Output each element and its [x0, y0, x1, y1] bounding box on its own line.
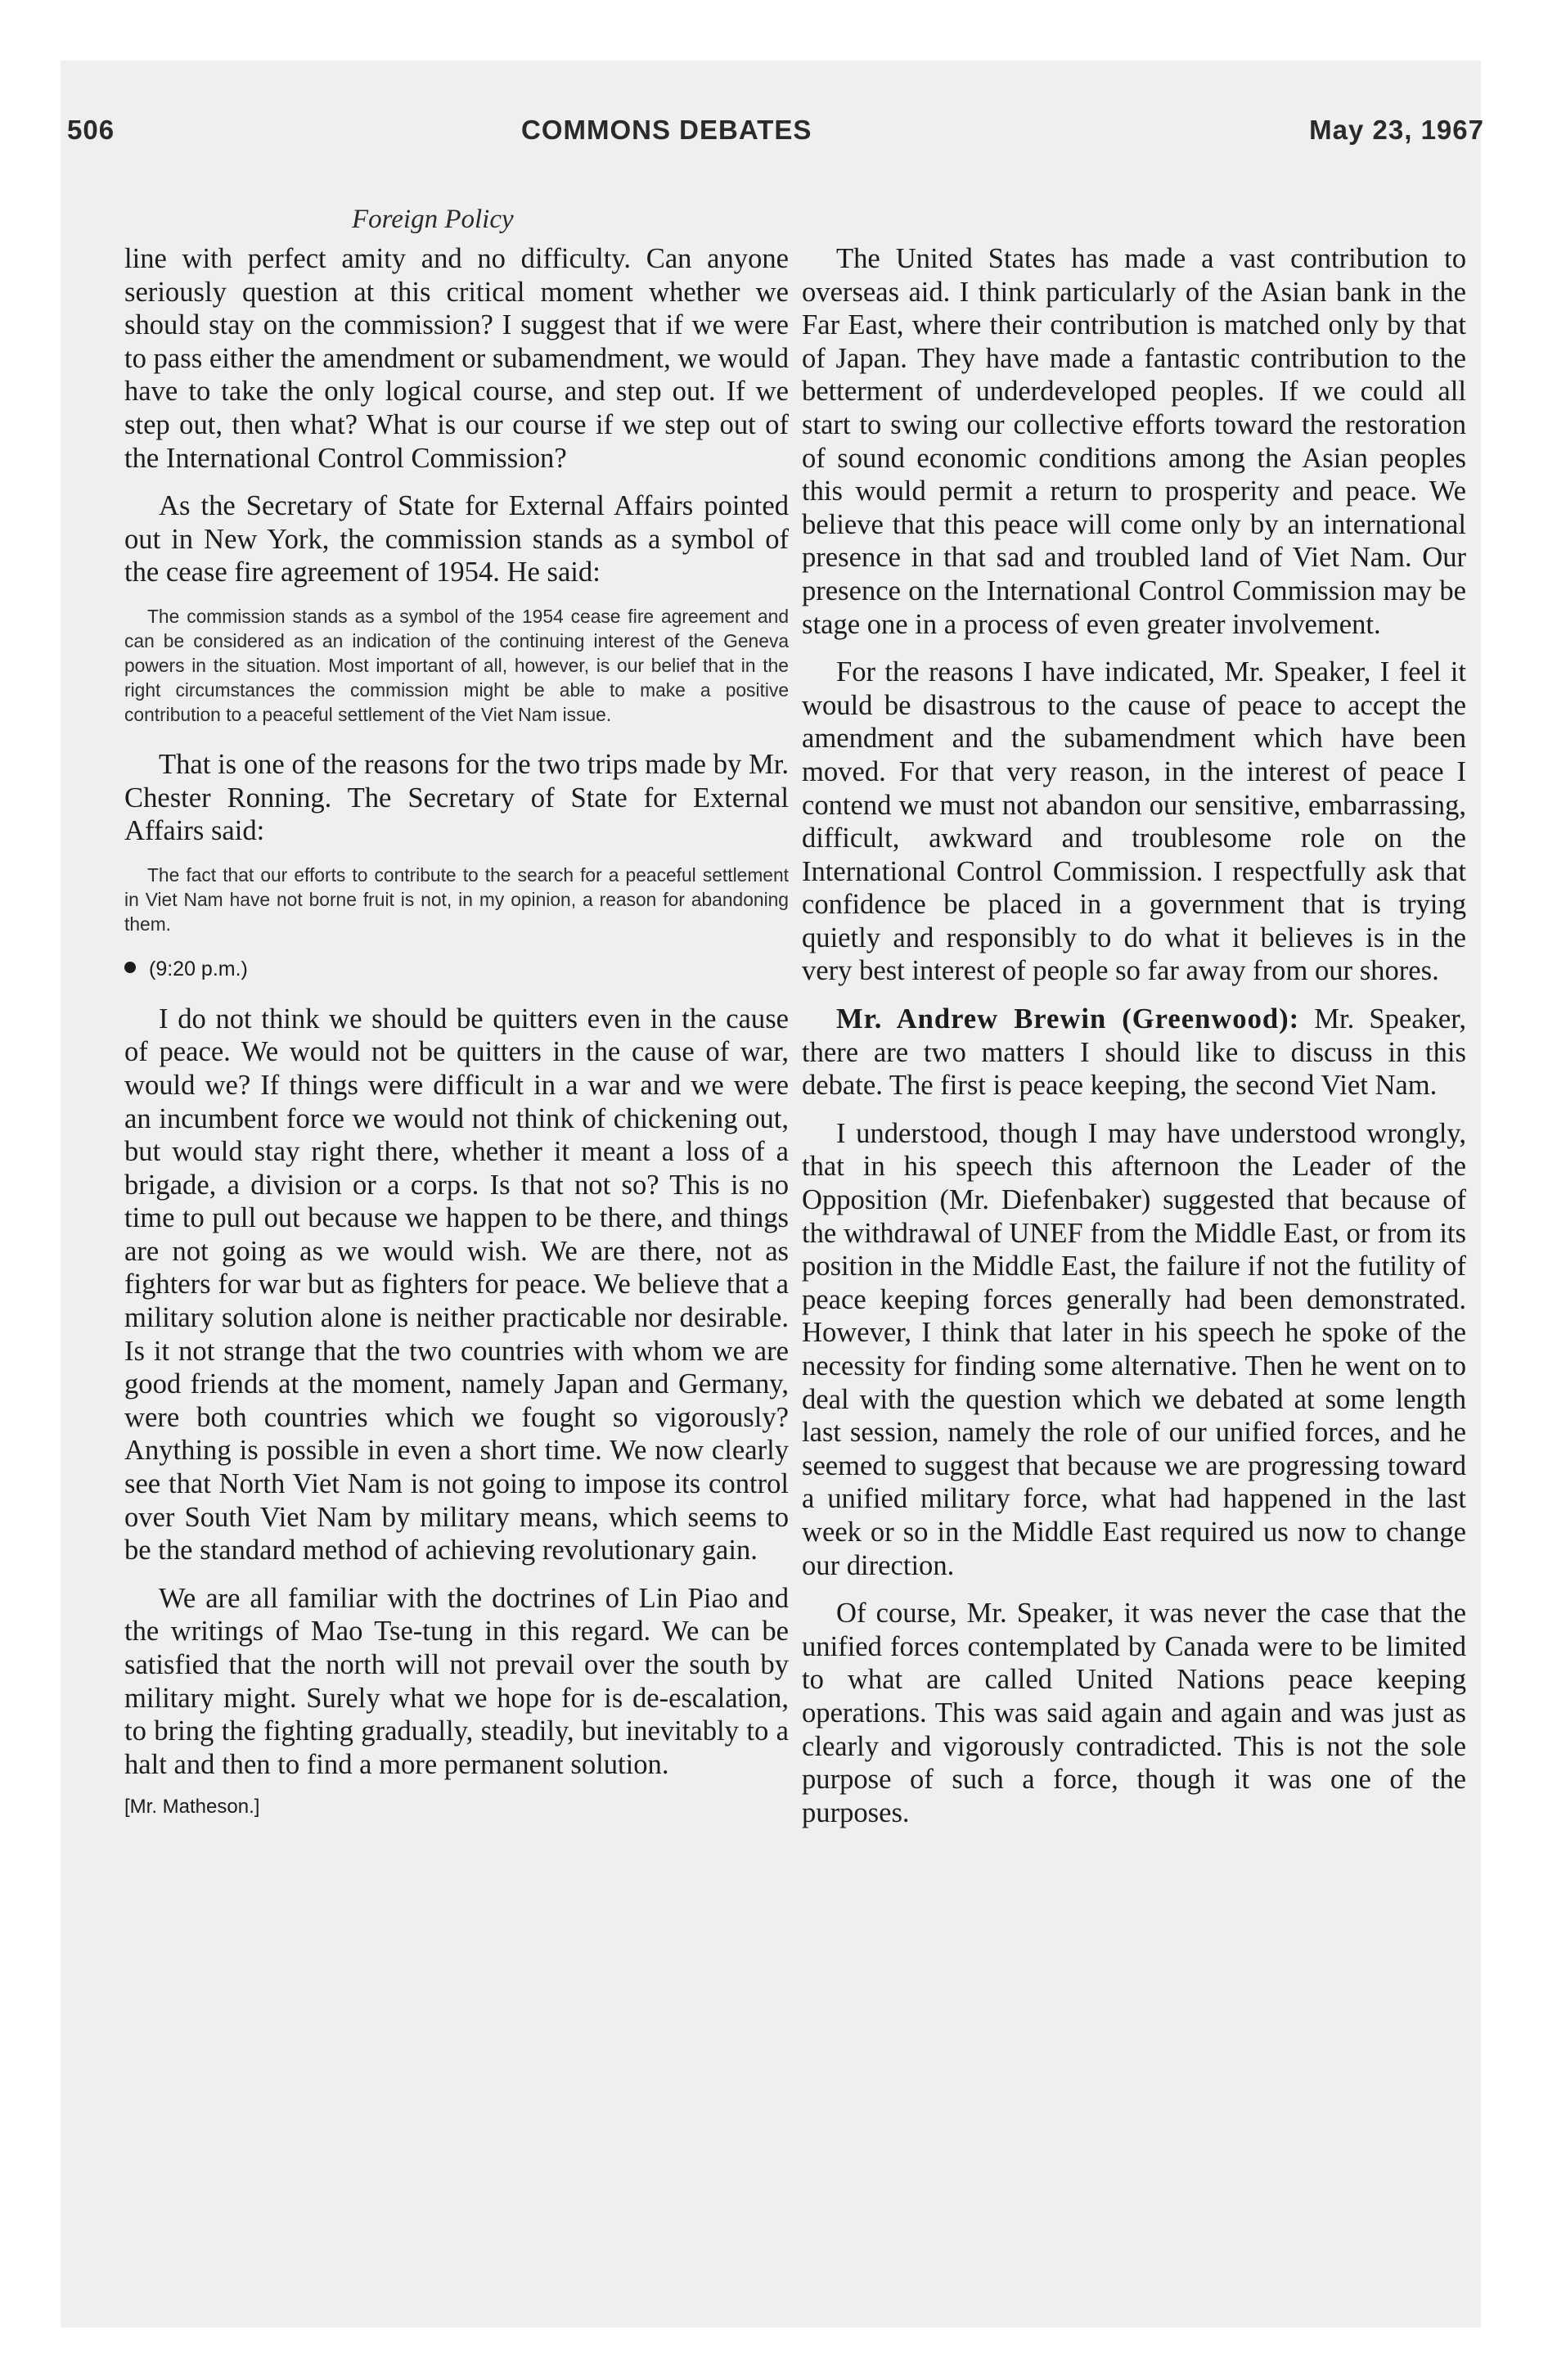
paragraph: For the reasons I have indicated, Mr. Speaker, I feel it would be disastrous to the cause of peace to accept the amendment and the subamendment which have been moved. For that very reason, in the interest of peace I contend we must not abandon our sensitive, embarrassing, difficult, awkward and troublesome role on the International Control Commission. I respectfully ask that confidence be placed in a government that is trying quietly and responsibly to do what it believes is in the very best interest of people so far away from our shores. — [802, 656, 1466, 987]
speaker-attribution: [Mr. Matheson.] — [124, 1796, 260, 1819]
paragraph: line with perfect amity and no difficulty. Can anyone seriously question at this critical moment whether we should stay on the commission? I suggest that if we were to pass either the amendment or subamendment, we would have to take the only logical course, and step out. If we step out, then what? What is our course if we step out of the International Control Commission? — [124, 243, 789, 474]
right-column — [802, 242, 1466, 1844]
paragraph: That is one of the reasons for the two trips made by Mr. Chester Ronning. The Secretary of State for External Affairs said: — [124, 748, 789, 847]
time-marker — [124, 958, 789, 981]
bullet-icon — [124, 962, 136, 973]
left-column — [124, 242, 789, 1819]
paragraph: Of course, Mr. Speaker, it was never the case that the unified forces contemplated by Canada were to be limited to what are called United Nations peace keeping operations. This was said again and again and was just as clearly and vigorously contradicted. This is not the sole purpose of such a force, though it was one of the purposes. — [802, 1598, 1466, 1828]
section-title: Foreign Policy — [352, 205, 514, 234]
block-quote: The fact that our efforts to contribute to the search for a peaceful settlement in Viet Nam have not borne fruit is not, in my opinion, a reason for abandoning them. — [124, 863, 789, 935]
paragraph: The United States has made a vast contribution to overseas aid. I think particularly of the Asian bank in the Far East, where their contribution is matched only by that of Japan. They have made a fantastic contribution to the betterment of underdeveloped peoples. If we could all start to swing our collective efforts toward the restoration of sound economic conditions among the Asian peoples this would permit a return to prosperity and peace. We believe that this peace will come only by an international presence in that sad and troubled land of Viet Nam. Our presence on the International Control Commission may be stage one in a process of even greater involvement. — [802, 243, 1466, 640]
publication-date: May 23, 1967 — [1309, 115, 1484, 145]
block-quote: The commission stands as a symbol of the 1954 cease fire agreement and can be considered as an indication of the continuing interest of the Geneva powers in the situation. Most important of all, however, is our belief that in the right circumstances the commission might be able to make a positive contribution to a peaceful settlement of the Viet Nam issue. — [124, 605, 789, 725]
page-header — [67, 115, 1484, 164]
paragraph-text: Mr. Speaker, there are two matters I should like to discuss in this debate. The first is peace keeping, the second Viet Nam. — [802, 1003, 1466, 1102]
time-marker-text: (9:20 p.m.) — [149, 957, 248, 980]
paragraph: As the Secretary of State for External Affairs pointed out in New York, the commission stands as a symbol of the cease fire agreement of 1954. He said: — [124, 490, 789, 588]
publication-title: COMMONS DEBATES — [521, 115, 812, 145]
paragraph: I do not think we should be quitters even in the cause of peace. We would not be quitters in the cause of war, would we? If things were difficult in a war and we were an incumbent force we would not think of chickening out, but would stay right there, whether it meant a loss of a brigade, a division or a corps. Is that not so? This is no time to pull out because we happen to be there, and things are not going as we would wish. We are there, not as fighters for war but as fighters for peace. We believe that a military solution alone is neither practicable nor desirable. Is it not strange that the two countries with whom we are good friends at the moment, namely Japan and Germany, were both countries which we fought so vigorously? Anything is possible in even a short time. We now clearly see that North Viet Nam is not going to impose its control over South Viet Nam by military means, which seems to be the standard method of achieving revolutionary gain. — [124, 1003, 789, 1566]
paragraph — [802, 1003, 1466, 1102]
page-number: 506 — [67, 115, 115, 145]
paragraph: I understood, though I may have understood wrongly, that in his speech this afternoon the Leader of the Opposition (Mr. Diefenbaker) suggested that because of the withdrawal of UNEF from the Middle East, or from its position in the Middle East, the failure if not the futility of peace keeping forces generally had been demonstrated. However, I think that later in his speech he spoke of the necessity for finding some alternative. Then he went on to deal with the question which we debated at some length last session, namely the role of our unified forces, and he seemed to suggest that because we are progressing toward a unified military force, what had happened in the last week or so in the Middle East required us now to change our direction. — [802, 1117, 1466, 1581]
paragraph: We are all familiar with the doctrines of Lin Piao and the writings of Mao Tse-tung in this regard. We can be satisfied that the north will not prevail over the south by military might. Surely what we hope for is de-escalation, to bring the fighting gradually, steadily, but inevitably to a halt and then to find a more permanent solution. — [124, 1582, 789, 1780]
speaker-name: Mr. Andrew Brewin (Greenwood): — [836, 1003, 1300, 1035]
